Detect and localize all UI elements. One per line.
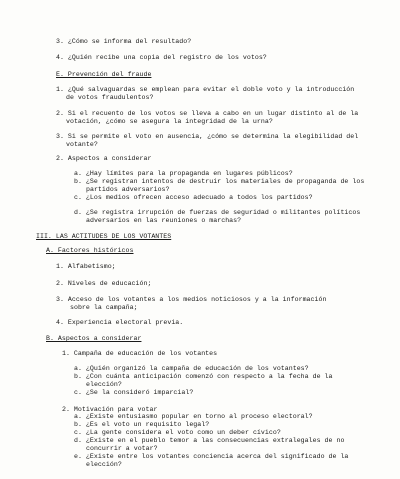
item-e-d-cont: adversarios en las reuniones o marchas? bbox=[86, 217, 242, 224]
item-e3: 3. Si se permite el voto en ausencia, ¿cómo se determina la elegibilidad del bbox=[56, 133, 359, 140]
item-b1-a: a. ¿Quién organizó la campaña de educación de los votantes? bbox=[74, 365, 309, 372]
item-a2: 2. Niveles de educación; bbox=[56, 280, 152, 287]
item-b2-c: c. ¿La gente considera el voto como un deber cívico? bbox=[74, 429, 281, 436]
item-b2-d: d. ¿Existe en el pueblo temor a las consecuencias extralegales de no bbox=[74, 437, 345, 444]
item-a1: 1. Alfabetismo; bbox=[56, 263, 116, 270]
item-a3-cont: sobre la campaña; bbox=[70, 304, 138, 311]
item-e2-cont: votación, ¿cómo se asegura la integridad de la urna? bbox=[66, 118, 273, 125]
item-e1: 1. ¿Qué salvaguardas se emplean para evitar el doble voto y la introducción bbox=[56, 86, 355, 93]
section-a-heading: A. Factores históricos bbox=[46, 247, 134, 254]
subsection-e-aspects: 2. Aspectos a considerar bbox=[56, 155, 152, 162]
item-a3: 3. Acceso de los votantes a los medios noticiosos y a la información bbox=[56, 296, 327, 303]
item-b1-b: b. ¿Con cuánta anticipación comenzó con respecto a la fecha de la bbox=[74, 373, 333, 380]
item-b2-e-cont: elección? bbox=[86, 461, 122, 468]
item-e-a: a. ¿Hay límites para la propaganda en lugares públicos? bbox=[74, 170, 293, 177]
item-b2-e: e. ¿Existe entre los votantes conciencia acerca del significado de la bbox=[74, 453, 349, 460]
item-b2-b: b. ¿Es el voto un requisito legal? bbox=[74, 421, 210, 428]
item-e2: 2. Si el recuento de los votos se lleva a cabo en un lugar distinto al de la bbox=[56, 110, 359, 117]
item-e3-cont: votante? bbox=[66, 141, 98, 148]
item-b2: 2. Motivación para votar bbox=[62, 406, 158, 413]
item-b1: 1. Campaña de educación de los votantes bbox=[62, 350, 218, 357]
item-b1-b-cont: elección? bbox=[86, 381, 122, 388]
item-e-d: d. ¿Se registra irrupción de fuerzas de seguridad o militantes políticos bbox=[74, 209, 361, 216]
item-e-b: b. ¿Se registran intentos de destruir los materiales de propaganda de los bbox=[74, 178, 365, 185]
item-d4: 4. ¿Quién recibe una copia del registro de los votos? bbox=[56, 54, 267, 61]
section-b-heading: B. Aspectos a considerar bbox=[46, 335, 142, 342]
item-b1-c: c. ¿Se la consideró imparcial? bbox=[74, 389, 194, 396]
item-b2-a: a. ¿Existe entusiasmo popular en torno al proceso electoral? bbox=[74, 413, 313, 420]
item-b2-d-cont: concurrir a votar? bbox=[86, 445, 158, 452]
section-iii-heading: III. LAS ACTITUDES DE LOS VOTANTES bbox=[36, 233, 172, 240]
item-d3: 3. ¿Cómo se informa del resultado? bbox=[56, 38, 192, 45]
item-e-c: c. ¿Los medios ofrecen acceso adecuado a todos los partidos? bbox=[74, 194, 313, 201]
section-e-heading: E. Prevención del fraude bbox=[56, 71, 152, 78]
item-a4: 4. Experiencia electoral previa. bbox=[56, 319, 184, 326]
item-e1-cont: de votos fraudulentos? bbox=[66, 94, 154, 101]
item-e-b-cont: partidos adversarios? bbox=[86, 186, 170, 193]
